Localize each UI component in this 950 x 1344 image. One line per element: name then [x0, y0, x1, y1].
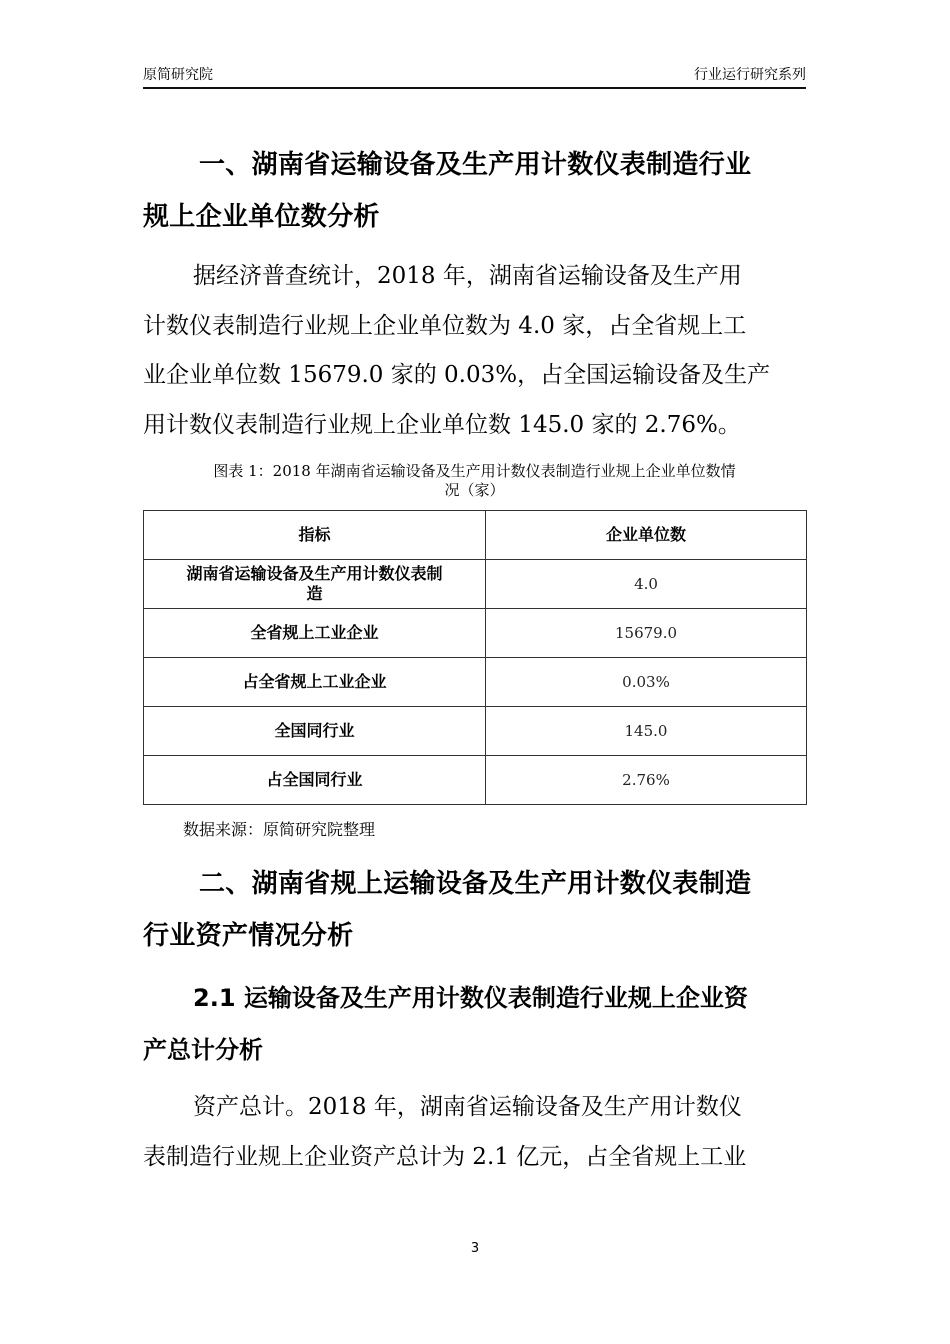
column-header-enterprise-count: 企业单位数 — [486, 511, 807, 560]
subsection-heading-line1: 2.1 运输设备及生产用计数仪表制造行业规上企业资 — [193, 984, 748, 1012]
table-row — [144, 756, 807, 805]
figure-caption — [143, 462, 806, 500]
header-series-title: 行业运行研究系列 — [694, 67, 806, 83]
page-header — [143, 66, 806, 88]
section1-heading-line2: 规上企业单位数分析 — [143, 202, 380, 232]
row-value: 2.76% — [486, 756, 807, 805]
row-value: 15679.0 — [486, 609, 807, 658]
section1-heading-line1: 一、湖南省运输设备及生产用计数仪表制造行业 — [199, 150, 752, 180]
row-value: 145.0 — [486, 707, 807, 756]
section2-heading-line2: 行业资产情况分析 — [143, 921, 354, 951]
figure-caption-line1: 图表 1：2018 年湖南省运输设备及生产用计数仪表制造行业规上企业单位数情 — [213, 462, 736, 480]
paragraph-line: 表制造行业规上企业资产总计为 2.1 亿元，占全省规上工业 — [143, 1143, 747, 1170]
row-value: 4.0 — [486, 560, 807, 609]
section2-paragraph — [143, 1083, 806, 1182]
row-value: 0.03% — [486, 658, 807, 707]
page-number: 3 — [470, 1241, 480, 1256]
paragraph-line: 据经济普查统计，2018 年，湖南省运输设备及生产用 — [193, 263, 742, 289]
row-label-line1: 湖南省运输设备及生产用计数仪表制 — [186, 564, 443, 583]
table-header-row — [144, 511, 807, 560]
section2-heading-line1: 二、湖南省规上运输设备及生产用计数仪表制造 — [199, 869, 752, 899]
subsection-2-1-heading — [143, 972, 806, 1076]
paragraph-line: 用计数仪表制造行业规上企业单位数 145.0 家的 2.76%。 — [143, 411, 741, 438]
section2-heading — [143, 858, 806, 962]
row-label-line2: 造 — [306, 584, 323, 603]
section1-paragraph — [143, 252, 806, 450]
section1-heading — [143, 139, 806, 243]
row-label: 占全省规上工业企业 — [144, 658, 486, 707]
table-row — [144, 658, 807, 707]
header-divider — [143, 87, 806, 89]
table-row — [144, 707, 807, 756]
subsection-heading-line2: 产总计分析 — [143, 1036, 263, 1064]
row-label: 全国同行业 — [144, 707, 486, 756]
figure-caption-line2: 况（家） — [444, 481, 505, 499]
table-row — [144, 560, 807, 609]
data-source-note: 数据来源：原简研究院整理 — [183, 820, 376, 839]
row-label — [144, 560, 486, 609]
column-header-indicator: 指标 — [144, 511, 486, 560]
row-label: 全省规上工业企业 — [144, 609, 486, 658]
enterprise-count-table — [143, 510, 807, 805]
paragraph-line: 计数仪表制造行业规上企业单位数为 4.0 家，占全省规上工 — [143, 312, 747, 339]
header-publisher: 原简研究院 — [143, 67, 213, 83]
paragraph-line: 业企业单位数 15679.0 家的 0.03%，占全国运输设备及生产 — [143, 362, 771, 388]
table-row — [144, 609, 807, 658]
row-label: 占全国同行业 — [144, 756, 486, 805]
paragraph-line: 资产总计。2018 年，湖南省运输设备及生产用计数仪 — [193, 1094, 742, 1120]
